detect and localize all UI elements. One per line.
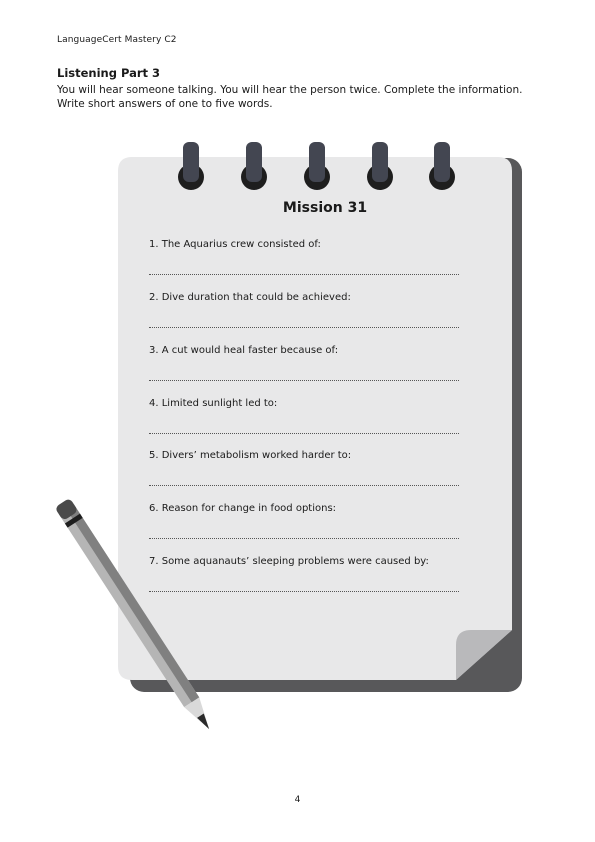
question-4-label: 4. Limited sunlight led to: bbox=[149, 398, 278, 409]
answer-line-4[interactable] bbox=[149, 433, 459, 434]
answer-line-5[interactable] bbox=[149, 485, 459, 486]
page-number: 4 bbox=[294, 795, 301, 805]
answer-line-2[interactable] bbox=[149, 327, 459, 328]
question-3-label: 3. A cut would heal faster because of: bbox=[149, 345, 339, 356]
answer-line-1[interactable] bbox=[149, 274, 459, 275]
question-6-label: 6. Reason for change in food options: bbox=[149, 503, 337, 514]
notebook-title: Mission 31 bbox=[282, 200, 368, 216]
answer-line-6[interactable] bbox=[149, 538, 459, 539]
running-head: LanguageCert Mastery C2 bbox=[57, 35, 177, 45]
section-title: Listening Part 3 bbox=[57, 66, 161, 80]
answer-line-3[interactable] bbox=[149, 380, 459, 381]
instructions: You will hear someone talking. You will hear the person twice. Complete the information. Write short answers of one to five words. bbox=[57, 84, 523, 110]
answer-line-7[interactable] bbox=[149, 591, 459, 592]
question-2-label: 2. Dive duration that could be achieved: bbox=[149, 292, 351, 303]
question-7-label: 7. Some aquanauts’ sleeping problems were caused by: bbox=[149, 556, 429, 567]
question-1-label: 1. The Aquarius crew consisted of: bbox=[149, 239, 321, 250]
question-5-label: 5. Divers’ metabolism worked harder to: bbox=[149, 450, 352, 461]
notebook-page bbox=[118, 157, 512, 680]
